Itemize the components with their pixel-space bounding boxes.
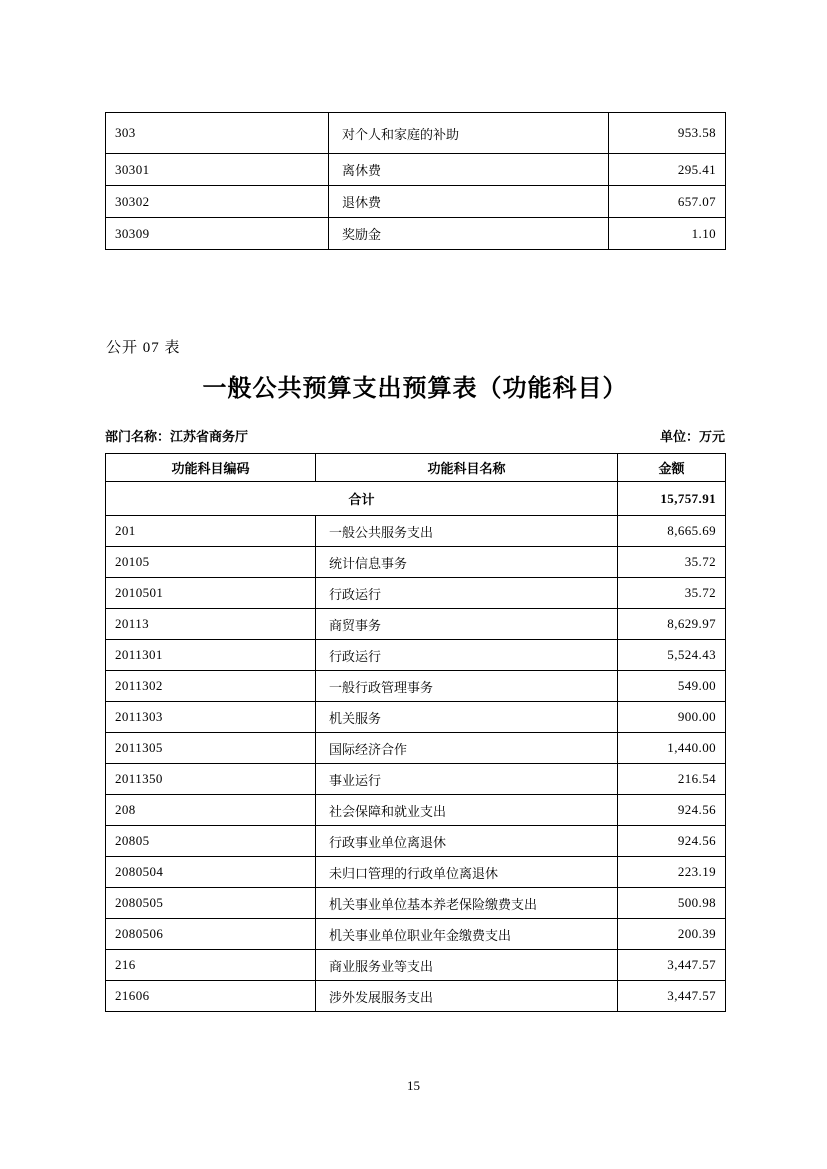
table-row [106,981,726,1012]
amount-cell: 3,447.57 [618,950,726,981]
code-cell: 2080506 [106,919,316,950]
name-cell: 机关事业单位职业年金缴费支出 [316,919,618,950]
code-cell: 21606 [106,981,316,1012]
header-code: 功能科目编码 [106,454,316,482]
amount-cell: 8,629.97 [618,609,726,640]
name-cell: 涉外发展服务支出 [316,981,618,1012]
amount-cell: 924.56 [618,826,726,857]
code-cell: 2011302 [106,671,316,702]
budget-table-rows [106,516,726,1012]
code-cell: 303 [106,113,329,154]
name-cell: 行政运行 [316,640,618,671]
table-row [106,764,726,795]
code-cell: 30302 [106,186,329,218]
total-row [106,482,726,516]
table-row [106,795,726,826]
code-cell: 2011350 [106,764,316,795]
page-title: 一般公共预算支出预算表（功能科目） [202,376,628,402]
page-number: 15 [407,1078,420,1093]
name-cell: 统计信息事务 [316,547,618,578]
name-cell: 机关事业单位基本养老保险缴费支出 [316,888,618,919]
table-row [106,516,726,547]
amount-cell: 295.41 [609,154,726,186]
code-cell: 208 [106,795,316,826]
code-cell: 30309 [106,218,329,250]
amount-cell: 216.54 [618,764,726,795]
name-cell: 退休费 [329,186,609,218]
name-cell: 事业运行 [316,764,618,795]
unit-label: 单位：万元 [659,429,725,444]
code-cell: 2080505 [106,888,316,919]
table-row [106,640,726,671]
table-row [106,218,726,250]
header-row [106,454,726,482]
name-cell: 商业服务业等支出 [316,950,618,981]
code-cell: 201 [106,516,316,547]
header-name: 功能科目名称 [316,454,618,482]
total-label-cell: 合计 [106,482,618,516]
amount-cell: 5,524.43 [618,640,726,671]
header-amount: 金额 [618,454,726,482]
budget-table-body [106,482,726,516]
amount-cell: 200.39 [618,919,726,950]
name-cell: 国际经济合作 [316,733,618,764]
table-row [106,919,726,950]
amount-cell: 657.07 [609,186,726,218]
form-number-label: 公开 07 表 [106,340,181,356]
amount-cell: 900.00 [618,702,726,733]
amount-cell: 1,440.00 [618,733,726,764]
department-name-label: 部门名称：江苏省商务厅 [105,429,249,444]
amount-cell: 500.98 [618,888,726,919]
code-cell: 216 [106,950,316,981]
name-cell: 行政运行 [316,578,618,609]
amount-cell: 35.72 [618,578,726,609]
code-cell: 20105 [106,547,316,578]
table-row [106,578,726,609]
total-amount-cell: 15,757.91 [618,482,726,516]
table-row [106,547,726,578]
table-row [106,888,726,919]
code-cell: 30301 [106,154,329,186]
name-cell: 一般行政管理事务 [316,671,618,702]
amount-cell: 8,665.69 [618,516,726,547]
name-cell: 一般公共服务支出 [316,516,618,547]
table-row [106,671,726,702]
table-row [106,154,726,186]
amount-cell: 35.72 [618,547,726,578]
name-cell: 奖励金 [329,218,609,250]
name-cell: 对个人和家庭的补助 [329,113,609,154]
code-cell: 2011303 [106,702,316,733]
table-row [106,950,726,981]
code-cell: 2011305 [106,733,316,764]
table-row [106,826,726,857]
code-cell: 2080504 [106,857,316,888]
code-cell: 2011301 [106,640,316,671]
amount-cell: 953.58 [609,113,726,154]
amount-cell: 3,447.57 [618,981,726,1012]
amount-cell: 1.10 [609,218,726,250]
budget-table-header [106,454,726,482]
budget-table [105,453,726,1012]
table-row [106,113,726,154]
amount-cell: 223.19 [618,857,726,888]
table-meta-row [105,426,725,445]
continuation-table-body [106,113,726,250]
name-cell: 社会保障和就业支出 [316,795,618,826]
code-cell: 20113 [106,609,316,640]
table-row [106,733,726,764]
name-cell: 离休费 [329,154,609,186]
amount-cell: 549.00 [618,671,726,702]
continuation-table [105,112,726,250]
name-cell: 行政事业单位离退休 [316,826,618,857]
table-row [106,702,726,733]
name-cell: 机关服务 [316,702,618,733]
table-row [106,609,726,640]
name-cell: 商贸事务 [316,609,618,640]
code-cell: 2010501 [106,578,316,609]
amount-cell: 924.56 [618,795,726,826]
name-cell: 未归口管理的行政单位离退休 [316,857,618,888]
code-cell: 20805 [106,826,316,857]
table-row [106,186,726,218]
table-row [106,857,726,888]
